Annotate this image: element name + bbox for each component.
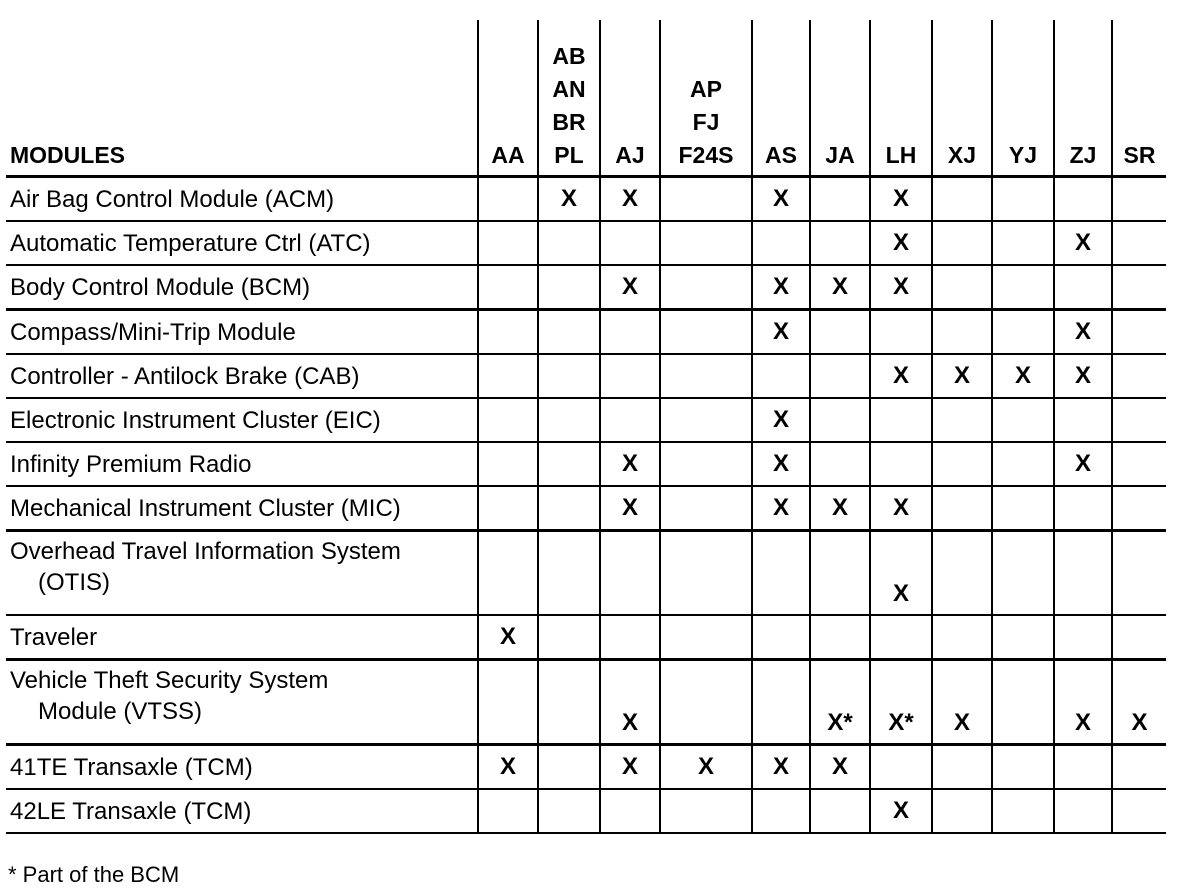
mark-cell-aj: X [600,745,660,790]
mark-cell-zj: X [1054,221,1112,265]
mark-cell-ja: X [810,486,870,531]
module-name: Vehicle Theft Security System [10,667,329,694]
mark-cell-aj [600,310,660,355]
mark-cell-sr [1112,745,1166,790]
mark-cell-ap [660,486,752,531]
mark-cell-zj [1054,177,1112,222]
module-name-cell [6,177,478,222]
table-row [6,486,1166,531]
mark-cell-xj: X [932,354,992,398]
table-row [6,531,1166,616]
mark-cell-aa [478,354,538,398]
mark-cell-lh: X* [870,660,932,745]
module-name-cell [6,531,478,616]
mark-cell-sr [1112,177,1166,222]
header-line: LH [885,142,917,168]
table-row [6,398,1166,442]
mark-cell-ja: X [810,265,870,310]
mark-cell-xj [932,310,992,355]
mark-cell-ja [810,442,870,486]
module-name: Infinity Premium Radio [10,450,252,478]
mark-cell-ab [538,531,600,616]
mark-cell-ja [810,177,870,222]
mark-cell-ja [810,310,870,355]
mark-cell-as [752,354,810,398]
header-line: AN [552,76,586,102]
mark-cell-aj [600,354,660,398]
mark-cell-xj [932,531,992,616]
mark-cell-sr [1112,615,1166,660]
mark-cell-as [752,615,810,660]
mark-cell-sr [1112,354,1166,398]
table-row [6,221,1166,265]
header-ab-an-br-pl [538,20,600,177]
mark-cell-yj: X [992,354,1054,398]
header-line: FJ [692,109,720,135]
module-name-cell [6,310,478,355]
mark-cell-ap: X [660,745,752,790]
mark-cell-ab [538,310,600,355]
mark-cell-yj [992,486,1054,531]
mark-cell-ab [538,265,600,310]
mark-cell-lh: X [870,531,932,616]
module-name: Body Control Module (BCM) [10,273,311,301]
mark-cell-as: X [752,177,810,222]
mark-cell-sr [1112,265,1166,310]
mark-cell-zj [1054,486,1112,531]
table-row [6,442,1166,486]
mark-cell-ab [538,442,600,486]
mark-cell-zj [1054,789,1112,833]
mark-cell-lh [870,310,932,355]
header-row [6,20,1166,177]
header-line: AS [765,142,797,168]
mark-cell-xj [932,221,992,265]
mark-cell-ap [660,177,752,222]
mark-cell-zj [1054,615,1112,660]
module-name-cell [6,221,478,265]
mark-cell-yj [992,398,1054,442]
mark-cell-as: X [752,486,810,531]
mark-cell-ja: X [810,745,870,790]
mark-cell-yj [992,531,1054,616]
mark-cell-aj [600,789,660,833]
module-name: Automatic Temperature Ctrl (ATC) [10,229,371,257]
module-name: Mechanical Instrument Cluster (MIC) [10,494,401,522]
mark-cell-aj: X [600,660,660,745]
mark-cell-ap [660,660,752,745]
mark-cell-ab [538,354,600,398]
mark-cell-yj [992,615,1054,660]
mark-cell-aa [478,310,538,355]
mark-cell-ap [660,531,752,616]
header-line: BR [552,109,586,135]
mark-cell-as: X [752,265,810,310]
mark-cell-yj [992,177,1054,222]
header-ja [810,20,870,177]
mark-cell-ab: X [538,177,600,222]
module-name: Compass/Mini-Trip Module [10,318,296,346]
mark-cell-sr [1112,789,1166,833]
mark-cell-yj [992,442,1054,486]
footnote: * Part of the BCM [8,862,180,887]
mark-cell-sr [1112,442,1166,486]
module-name: 42LE Transaxle (TCM) [10,797,252,825]
mark-cell-zj [1054,265,1112,310]
mark-cell-zj: X [1054,442,1112,486]
module-name-cell [6,486,478,531]
header-line: SR [1123,142,1156,168]
header-as [752,20,810,177]
mark-cell-aj [600,398,660,442]
mark-cell-lh [870,442,932,486]
mark-cell-ja [810,531,870,616]
mark-cell-ab [538,745,600,790]
mark-cell-ja [810,615,870,660]
header-aj [600,20,660,177]
module-name-cell [6,442,478,486]
mark-cell-lh [870,615,932,660]
mark-cell-as [752,660,810,745]
mark-cell-xj [932,486,992,531]
header-line: YJ [1008,142,1038,168]
mark-cell-aa: X [478,745,538,790]
mark-cell-xj [932,789,992,833]
mark-cell-lh: X [870,177,932,222]
mark-cell-lh: X [870,265,932,310]
module-name-cell [6,354,478,398]
mark-cell-as: X [752,442,810,486]
mark-cell-lh: X [870,354,932,398]
mark-cell-ab [538,221,600,265]
mark-cell-lh [870,745,932,790]
mark-cell-yj [992,265,1054,310]
mark-cell-as: X [752,398,810,442]
mark-cell-aa [478,486,538,531]
module-name-continued: Module (VTSS) [38,698,203,725]
mark-cell-aa [478,177,538,222]
mark-cell-xj: X [932,660,992,745]
table-row [6,789,1166,833]
mark-cell-sr: X [1112,660,1166,745]
header-ap-fj-f24s [660,20,752,177]
module-name: Traveler [10,623,98,651]
mark-cell-aa [478,531,538,616]
header-line: AP [690,76,722,102]
mark-cell-ab [538,398,600,442]
mark-cell-zj: X [1054,660,1112,745]
mark-cell-ap [660,221,752,265]
mark-cell-xj [932,398,992,442]
mark-cell-lh: X [870,486,932,531]
mark-cell-aa [478,442,538,486]
module-name-cell [6,789,478,833]
header-lh [870,20,932,177]
mark-cell-aj: X [600,442,660,486]
mark-cell-as [752,531,810,616]
mark-cell-sr [1112,221,1166,265]
mark-cell-yj [992,310,1054,355]
mark-cell-lh [870,398,932,442]
mark-cell-aa [478,398,538,442]
table-row [6,354,1166,398]
mark-cell-ab [538,660,600,745]
header-line: XJ [947,142,977,168]
mark-cell-yj [992,221,1054,265]
header-line: PL [554,142,584,168]
header-aa [478,20,538,177]
mark-cell-aa: X [478,615,538,660]
mark-cell-xj [932,745,992,790]
table-row [6,745,1166,790]
mark-cell-ab [538,615,600,660]
module-name-cell [6,660,478,745]
module-table [6,20,1166,834]
mark-cell-zj: X [1054,354,1112,398]
mark-cell-xj [932,265,992,310]
mark-cell-zj: X [1054,310,1112,355]
mark-cell-ja [810,789,870,833]
header-modules: MODULES [6,20,478,177]
module-name: Overhead Travel Information System [10,538,401,565]
mark-cell-zj [1054,745,1112,790]
mark-cell-aa [478,660,538,745]
module-name: Controller - Antilock Brake (CAB) [10,362,360,390]
table-row [6,660,1166,745]
mark-cell-aj: X [600,177,660,222]
mark-cell-xj [932,615,992,660]
mark-cell-ap [660,265,752,310]
mark-cell-aa [478,221,538,265]
mark-cell-ap [660,442,752,486]
mark-cell-aj [600,615,660,660]
mark-cell-zj [1054,531,1112,616]
mark-cell-xj [932,442,992,486]
header-sr [1112,20,1166,177]
mark-cell-ja [810,354,870,398]
header-line: AA [491,142,525,168]
mark-cell-as: X [752,310,810,355]
mark-cell-as: X [752,745,810,790]
mark-cell-sr [1112,398,1166,442]
mark-cell-ap [660,310,752,355]
mark-cell-ab [538,789,600,833]
header-xj [932,20,992,177]
mark-cell-sr [1112,310,1166,355]
module-name-cell [6,265,478,310]
header-line: JA [825,142,855,168]
mark-cell-zj [1054,398,1112,442]
header-zj [1054,20,1112,177]
header-line: ZJ [1069,142,1097,168]
mark-cell-aa [478,265,538,310]
mark-cell-yj [992,745,1054,790]
table-row [6,615,1166,660]
header-line: F24S [678,142,734,168]
mark-cell-yj [992,660,1054,745]
mark-cell-ap [660,789,752,833]
module-name-cell [6,745,478,790]
module-name: Air Bag Control Module (ACM) [10,185,335,213]
mark-cell-aj [600,221,660,265]
table-row [6,177,1166,222]
mark-cell-as [752,221,810,265]
mark-cell-ja [810,398,870,442]
mark-cell-aj: X [600,265,660,310]
mark-cell-aj: X [600,486,660,531]
header-line: AJ [615,142,645,168]
mark-cell-sr [1112,486,1166,531]
module-name-cell [6,398,478,442]
header-line: AB [552,43,586,69]
mark-cell-ja: X* [810,660,870,745]
mark-cell-sr [1112,531,1166,616]
module-name-cell [6,615,478,660]
mark-cell-xj [932,177,992,222]
mark-cell-lh: X [870,789,932,833]
header-yj [992,20,1054,177]
table-row [6,310,1166,355]
mark-cell-aa [478,789,538,833]
mark-cell-yj [992,789,1054,833]
mark-cell-ap [660,354,752,398]
table-row [6,265,1166,310]
mark-cell-lh: X [870,221,932,265]
mark-cell-ap [660,398,752,442]
mark-cell-ap [660,615,752,660]
mark-cell-as [752,789,810,833]
mark-cell-ab [538,486,600,531]
module-name: 41TE Transaxle (TCM) [10,753,253,781]
module-name: Electronic Instrument Cluster (EIC) [10,406,381,434]
module-name-continued: (OTIS) [38,569,110,596]
mark-cell-aj [600,531,660,616]
mark-cell-ja [810,221,870,265]
